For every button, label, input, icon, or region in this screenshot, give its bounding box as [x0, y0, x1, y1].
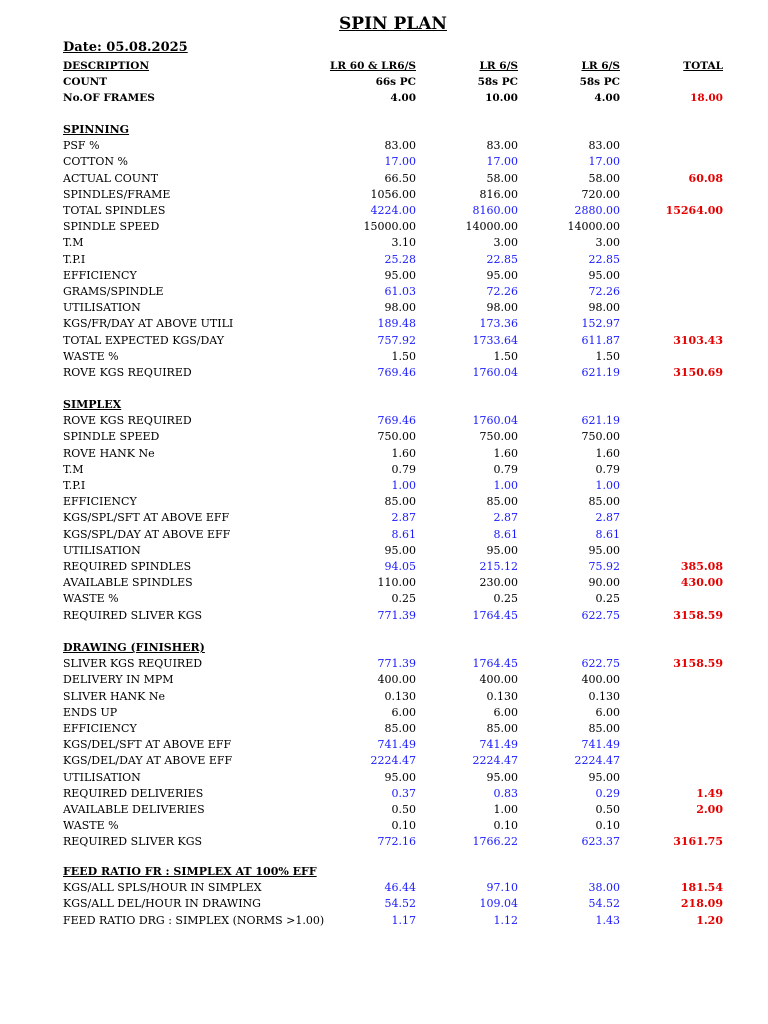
row-label: ROVE KGS REQUIRED [63, 414, 192, 428]
frames-row [0, 90, 768, 106]
row-value-col1: 769.46 [377, 366, 416, 379]
row-label: COTTON % [63, 155, 128, 169]
header-row [0, 58, 768, 74]
row-label: T.M [63, 462, 84, 476]
row-value-col1: 4224.00 [370, 204, 416, 217]
row-total: 3150.69 [673, 366, 723, 379]
row-value-col1: 85.00 [384, 495, 416, 509]
row-label: ACTUAL COUNT [63, 171, 159, 185]
row-value-col1: 8.61 [391, 527, 416, 541]
row-value-col1: 0.37 [391, 786, 416, 800]
table-row [0, 333, 768, 349]
row-value-col3: 83.00 [588, 139, 620, 153]
row-value-col3: 54.52 [588, 897, 620, 911]
row-value-col3: 6.00 [595, 705, 620, 719]
row-value-col1: 189.48 [377, 317, 416, 331]
table-row [0, 413, 768, 429]
row-value-col1: 1.17 [391, 913, 416, 927]
table-row [0, 138, 768, 154]
row-value-col3: 85.00 [588, 495, 620, 509]
row-value-col2: 0.79 [493, 462, 518, 476]
table-row [0, 656, 768, 672]
row-value-col2: 83.00 [486, 139, 518, 153]
row-value-col3: 2.87 [595, 511, 620, 525]
table-row [0, 268, 768, 284]
row-label: REQUIRED SPINDLES [63, 560, 192, 573]
table-row [0, 880, 768, 896]
table-row [0, 543, 768, 559]
row-value-col1: 95.00 [384, 543, 416, 557]
section-title: SPINNING [63, 123, 130, 136]
row-value-col3: 95.00 [588, 268, 620, 282]
count-col1: 66s PC [375, 76, 416, 88]
table-row [0, 608, 768, 624]
row-value-col3: 611.87 [581, 333, 620, 347]
row-value-col2: 95.00 [486, 268, 518, 282]
row-label: AVAILABLE DELIVERIES [63, 803, 205, 816]
table-row [0, 896, 768, 912]
row-value-col3: 0.29 [595, 786, 620, 800]
row-label: REQUIRED SLIVER KGS [63, 608, 203, 622]
row-label: WASTE % [63, 819, 119, 833]
row-value-col1: 66.50 [384, 171, 416, 185]
row-value-col2: 58.00 [486, 171, 518, 185]
row-value-col3: 1.60 [595, 446, 620, 460]
row-label: PSF % [63, 139, 100, 153]
row-label: GRAMS/SPINDLE [63, 285, 164, 298]
row-label: UTILISATION [63, 543, 141, 557]
table-row [0, 818, 768, 834]
row-label: EFFICIENCY [63, 722, 137, 735]
row-value-col3: 621.19 [581, 366, 620, 379]
row-value-col1: 110.00 [377, 576, 416, 590]
row-value-col3: 3.00 [595, 236, 620, 250]
table-row [0, 753, 768, 769]
row-value-col3: 0.79 [595, 462, 620, 476]
row-label: SPINDLE SPEED [63, 220, 160, 234]
row-label: T.M [63, 236, 84, 250]
table-row [0, 235, 768, 251]
row-value-col2: 173.36 [479, 317, 518, 331]
row-value-col1: 2.87 [391, 511, 416, 525]
row-value-col2: 14000.00 [465, 220, 518, 234]
header-col2: LR 6/S [479, 60, 518, 72]
table-row [0, 252, 768, 268]
row-value-col2: 230.00 [479, 576, 518, 590]
row-value-col3: 72.26 [588, 285, 620, 298]
table-row [0, 300, 768, 316]
row-value-col2: 1760.04 [472, 366, 518, 379]
row-value-col3: 90.00 [588, 576, 620, 590]
row-value-col2: 1760.04 [472, 414, 518, 428]
row-total: 3161.75 [673, 835, 723, 849]
row-value-col2: 85.00 [486, 495, 518, 509]
table-row [0, 284, 768, 300]
row-total: 3158.59 [673, 608, 723, 622]
row-value-col2: 0.10 [493, 819, 518, 833]
table-row [0, 527, 768, 543]
row-value-col3: 1.43 [595, 913, 620, 927]
row-value-col1: 54.52 [384, 897, 416, 911]
table-row [0, 187, 768, 203]
header-col1: LR 60 & LR6/S [330, 60, 416, 72]
row-value-col2: 8160.00 [472, 204, 518, 217]
row-value-col3: 98.00 [588, 301, 620, 315]
row-value-col1: 95.00 [384, 268, 416, 282]
row-value-col1: 757.92 [377, 333, 416, 347]
table-row [0, 429, 768, 445]
row-value-col3: 0.50 [595, 803, 620, 816]
row-label: EFFICIENCY [63, 495, 137, 509]
row-value-col1: 95.00 [384, 770, 416, 784]
table-row [0, 316, 768, 332]
section-title: FEED RATIO FR : SIMPLEX AT 100% EFF [63, 865, 317, 878]
table-row [0, 737, 768, 753]
row-label: KGS/SPL/SFT AT ABOVE EFF [63, 511, 230, 525]
row-label: TOTAL SPINDLES [63, 204, 166, 217]
row-value-col2: 1733.64 [472, 333, 518, 347]
row-value-col3: 0.25 [595, 592, 620, 606]
table-row [0, 721, 768, 737]
row-value-col1: 83.00 [384, 139, 416, 153]
section-title: DRAWING (FINISHER) [63, 641, 205, 654]
row-value-col2: 0.130 [486, 689, 518, 703]
section-header [0, 122, 768, 138]
row-label: UTILISATION [63, 301, 141, 315]
row-label: ROVE KGS REQUIRED [63, 366, 192, 379]
row-value-col2: 0.83 [493, 786, 518, 800]
row-value-col2: 1764.45 [472, 608, 518, 622]
row-value-col2: 215.12 [479, 560, 518, 573]
row-label: ENDS UP [63, 705, 118, 719]
row-value-col1: 6.00 [391, 705, 416, 719]
plan-date: Date: 05.08.2025 [63, 40, 188, 55]
section-header [0, 640, 768, 656]
row-value-col1: 769.46 [377, 414, 416, 428]
row-value-col2: 3.00 [493, 236, 518, 250]
table-row [0, 786, 768, 802]
table-row [0, 462, 768, 478]
row-value-col3: 400.00 [581, 673, 620, 687]
count-col3: 58s PC [579, 76, 620, 88]
row-value-col2: 72.26 [486, 285, 518, 298]
row-value-col2: 741.49 [479, 738, 518, 752]
row-value-col1: 400.00 [377, 673, 416, 687]
row-total: 3103.43 [673, 333, 723, 347]
row-value-col1: 98.00 [384, 301, 416, 315]
table-row [0, 365, 768, 381]
row-value-col3: 623.37 [581, 835, 620, 849]
row-value-col1: 0.10 [391, 819, 416, 833]
row-value-col2: 1766.22 [472, 835, 518, 849]
row-value-col3: 622.75 [581, 608, 620, 622]
row-value-col2: 1.60 [493, 446, 518, 460]
section-header [0, 397, 768, 413]
table-row [0, 494, 768, 510]
row-value-col3: 22.85 [588, 252, 620, 266]
section-header [0, 864, 768, 880]
frames-col2: 10.00 [485, 92, 518, 104]
row-value-col3: 720.00 [581, 187, 620, 201]
count-col2: 58s PC [477, 76, 518, 88]
row-value-col2: 1.00 [493, 803, 518, 816]
row-total: 1.49 [696, 786, 723, 800]
count-label: COUNT [63, 76, 108, 88]
row-value-col3: 14000.00 [567, 220, 620, 234]
row-value-col1: 85.00 [384, 722, 416, 735]
row-label: KGS/DEL/DAY AT ABOVE EFF [63, 754, 233, 768]
table-row [0, 171, 768, 187]
row-label: T.P.I [63, 479, 86, 492]
row-value-col1: 0.130 [384, 689, 416, 703]
row-value-col1: 0.25 [391, 592, 416, 606]
header-description: DESCRIPTION [63, 60, 150, 72]
table-row [0, 913, 768, 929]
row-value-col1: 46.44 [384, 881, 416, 895]
row-total: 1.20 [696, 913, 723, 927]
frames-total: 18.00 [690, 92, 723, 104]
row-label: REQUIRED SLIVER KGS [63, 835, 203, 849]
row-value-col3: 0.130 [588, 689, 620, 703]
table-row [0, 770, 768, 786]
row-label: DELIVERY IN MPM [63, 673, 174, 687]
row-value-col3: 621.19 [581, 414, 620, 428]
row-label: KGS/DEL/SFT AT ABOVE EFF [63, 738, 232, 752]
header-col3: LR 6/S [581, 60, 620, 72]
row-value-col3: 750.00 [581, 430, 620, 444]
row-total: 385.08 [680, 560, 723, 573]
row-value-col2: 85.00 [486, 722, 518, 735]
row-total: 15264.00 [665, 204, 723, 217]
row-value-col3: 75.92 [588, 560, 620, 573]
row-total: 60.08 [688, 171, 723, 185]
row-value-col2: 17.00 [486, 155, 518, 169]
row-value-col3: 741.49 [581, 738, 620, 752]
row-value-col3: 38.00 [588, 881, 620, 895]
row-label: SLIVER HANK Ne [63, 689, 165, 703]
row-value-col1: 0.50 [391, 803, 416, 816]
row-label: ROVE HANK Ne [63, 446, 155, 460]
frames-col3: 4.00 [594, 92, 620, 104]
page-title: SPIN PLAN [339, 14, 447, 34]
row-label: SPINDLES/FRAME [63, 187, 171, 201]
row-total: 430.00 [680, 576, 723, 590]
row-value-col1: 94.05 [384, 560, 416, 573]
row-label: T.P.I [63, 252, 86, 266]
row-value-col1: 771.39 [377, 657, 416, 671]
row-value-col3: 95.00 [588, 770, 620, 784]
row-value-col3: 2880.00 [574, 204, 620, 217]
row-label: KGS/FR/DAY AT ABOVE UTILI [63, 317, 234, 331]
row-value-col2: 816.00 [479, 187, 518, 201]
row-value-col1: 3.10 [391, 236, 416, 250]
row-value-col2: 95.00 [486, 770, 518, 784]
row-label: FEED RATIO DRG : SIMPLEX (NORMS >1.00) [63, 913, 325, 927]
count-row [0, 74, 768, 90]
row-total: 218.09 [680, 897, 723, 911]
row-label: REQUIRED DELIVERIES [63, 786, 204, 800]
table-row [0, 834, 768, 850]
table-row [0, 349, 768, 365]
row-value-col2: 0.25 [493, 592, 518, 606]
row-value-col3: 85.00 [588, 722, 620, 735]
table-row [0, 154, 768, 170]
row-value-col1: 771.39 [377, 608, 416, 622]
row-label: KGS/ALL DEL/HOUR IN DRAWING [63, 897, 261, 911]
row-value-col1: 1.00 [391, 479, 416, 492]
table-row [0, 802, 768, 818]
row-value-col3: 58.00 [588, 171, 620, 185]
table-row [0, 203, 768, 219]
row-value-col2: 2224.47 [472, 754, 518, 768]
table-row [0, 705, 768, 721]
row-value-col1: 25.28 [384, 252, 416, 266]
row-value-col1: 741.49 [377, 738, 416, 752]
row-value-col1: 1.60 [391, 446, 416, 460]
row-value-col2: 2.87 [493, 511, 518, 525]
row-value-col2: 95.00 [486, 543, 518, 557]
row-value-col2: 400.00 [479, 673, 518, 687]
row-label: UTILISATION [63, 770, 141, 784]
row-value-col2: 750.00 [479, 430, 518, 444]
row-label: SLIVER KGS REQUIRED [63, 657, 203, 671]
row-value-col1: 0.79 [391, 462, 416, 476]
row-value-col3: 17.00 [588, 155, 620, 169]
row-value-col3: 152.97 [581, 317, 620, 331]
row-value-col3: 1.00 [595, 479, 620, 492]
row-value-col3: 2224.47 [574, 754, 620, 768]
row-value-col2: 22.85 [486, 252, 518, 266]
row-value-col2: 8.61 [493, 527, 518, 541]
row-value-col2: 1764.45 [472, 657, 518, 671]
row-value-col1: 750.00 [377, 430, 416, 444]
row-value-col3: 8.61 [595, 527, 620, 541]
table-row [0, 219, 768, 235]
row-value-col2: 109.04 [479, 897, 518, 911]
table-row [0, 689, 768, 705]
row-value-col1: 1056.00 [370, 187, 416, 201]
row-total: 181.54 [680, 881, 723, 895]
row-value-col3: 1.50 [595, 349, 620, 363]
row-value-col1: 1.50 [391, 349, 416, 363]
section-title: SIMPLEX [63, 398, 122, 411]
row-label: TOTAL EXPECTED KGS/DAY [63, 333, 225, 347]
table-row [0, 591, 768, 607]
row-value-col2: 1.00 [493, 479, 518, 492]
row-value-col3: 0.10 [595, 819, 620, 833]
table-row [0, 559, 768, 575]
table-row [0, 672, 768, 688]
row-value-col1: 17.00 [384, 155, 416, 169]
row-label: SPINDLE SPEED [63, 430, 160, 444]
row-value-col2: 98.00 [486, 301, 518, 315]
frames-col1: 4.00 [390, 92, 416, 104]
row-label: AVAILABLE SPINDLES [63, 576, 193, 590]
row-value-col1: 15000.00 [363, 220, 416, 234]
table-row [0, 575, 768, 591]
table-row [0, 510, 768, 526]
row-value-col2: 1.12 [493, 913, 518, 927]
row-label: KGS/ALL SPLS/HOUR IN SIMPLEX [63, 881, 262, 895]
frames-label: No.OF FRAMES [63, 92, 155, 104]
row-value-col1: 772.16 [377, 835, 416, 849]
row-total: 2.00 [696, 803, 723, 816]
table-row [0, 446, 768, 462]
row-value-col1: 2224.47 [370, 754, 416, 768]
header-total: TOTAL [683, 60, 723, 72]
row-label: EFFICIENCY [63, 268, 137, 282]
row-value-col3: 622.75 [581, 657, 620, 671]
row-value-col2: 97.10 [486, 881, 518, 895]
row-label: WASTE % [63, 592, 119, 606]
table-row [0, 478, 768, 494]
row-value-col2: 6.00 [493, 705, 518, 719]
row-label: KGS/SPL/DAY AT ABOVE EFF [63, 527, 231, 541]
row-value-col3: 95.00 [588, 543, 620, 557]
row-label: WASTE % [63, 349, 119, 363]
row-value-col2: 1.50 [493, 349, 518, 363]
row-value-col1: 61.03 [384, 285, 416, 298]
row-total: 3158.59 [673, 657, 723, 671]
